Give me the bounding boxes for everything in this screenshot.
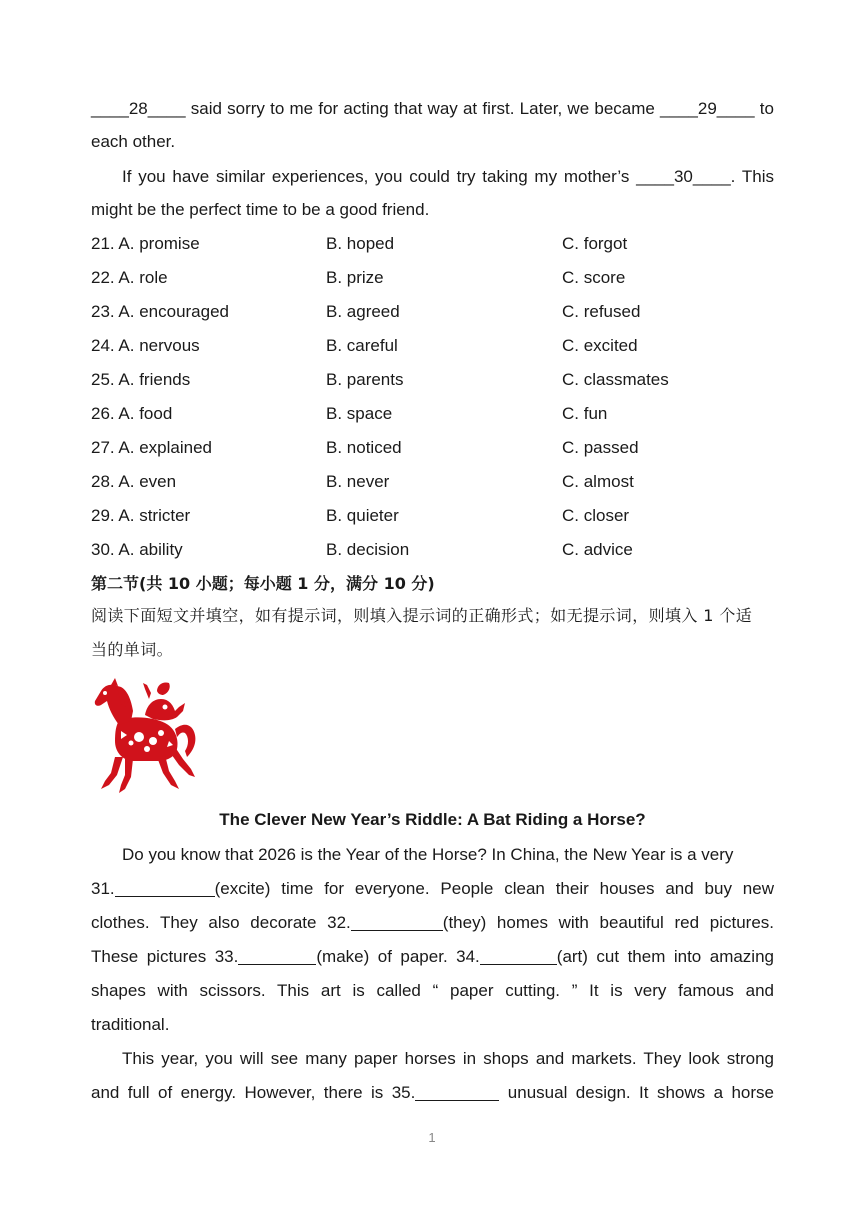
story-body [91,838,774,1110]
story-line [91,906,774,940]
option-a: 29. A. stricter [91,506,191,525]
page-number: 1 [428,1130,436,1145]
option-a: 26. A. food [91,404,173,423]
story-text: unusual design. It shows a horse [499,1083,775,1102]
option-row [91,431,774,465]
option-b: B. agreed [326,302,400,321]
story-line: shapes with scissors. This art is called “ paper cutting. ” It is very famous and [91,981,774,1000]
option-a: 28. A. even [91,472,177,491]
story-text: (art) cut them into amazing [556,947,774,966]
passage-line: ____28____ said sorry to me for acting that way at first. Later, we became ____29____ to [91,99,774,118]
option-b: B. prize [326,268,384,287]
option-c: C. fun [562,404,608,423]
option-c: C. refused [562,302,641,321]
option-c: C. advice [562,540,633,559]
answer-blank-32[interactable] [351,913,443,931]
option-b: B. never [326,472,390,491]
option-b: B. space [326,404,393,423]
option-row [91,261,774,295]
option-row [91,499,774,533]
story-title: The Clever New Year’s Riddle: A Bat Riding a Horse? [219,810,646,829]
story-line: Do you know that 2026 is the Year of the Horse? In China, the New Year is a very [122,845,734,864]
options-list [91,227,774,567]
story-text: (excite) time for everyone. People clean their houses and buy new [214,879,774,898]
story-line [91,1076,774,1110]
option-c: C. closer [562,506,630,525]
option-row [91,295,774,329]
passage-line: If you have similar experiences, you could try taking my mother’s ____30____. This [122,167,774,186]
option-row [91,397,774,431]
option-a: 21. A. promise [91,234,200,253]
option-row [91,533,774,567]
option-c: C. classmates [562,370,669,389]
story-text: (make) of paper. 34. [316,947,480,966]
option-row [91,465,774,499]
option-c: C. excited [562,336,638,355]
story-line [91,872,774,906]
answer-blank-35[interactable] [415,1083,499,1101]
section-heading: 第二节(共 10 小题；每小题 1 分，满分 10 分) [91,574,435,593]
option-a: 27. A. explained [91,438,212,457]
answer-blank-33[interactable] [238,947,316,965]
passage-line: might be the perfect time to be a good friend. [91,200,430,219]
passage-line: each other. [91,132,176,151]
option-c: C. score [562,268,626,287]
option-c: C. passed [562,438,639,457]
option-b: B. parents [326,370,404,389]
section-instruction: 当的单词。 [91,640,174,659]
option-row [91,329,774,363]
story-text: (they) homes with beautiful red pictures. [442,913,774,932]
option-a: 24. A. nervous [91,336,200,355]
option-a: 23. A. encouraged [91,302,230,321]
answer-blank-34[interactable] [480,947,557,965]
option-b: B. noticed [326,438,402,457]
story-text: clothes. They also decorate 32. [91,913,351,932]
option-b: B. careful [326,336,398,355]
story-text: and full of energy. However, there is 35. [91,1083,416,1102]
option-row [91,227,774,261]
section-instruction: 阅读下面短文并填空，如有提示词，则填入提示词的正确形式；如无提示词，则填入 1 个适 [91,606,753,625]
option-a: 22. A. role [91,268,168,287]
option-c: C. almost [562,472,634,491]
option-b: B. quieter [326,506,399,525]
paper-cut-horse-icon [91,677,201,795]
passage-and-options [91,92,774,667]
story-text: These pictures 33. [91,947,239,966]
blank-number: 31. [91,879,115,898]
option-row [91,363,774,397]
option-a: 25. A. friends [91,370,191,389]
story-line: traditional. [91,1015,170,1034]
option-a: 30. A. ability [91,540,183,559]
option-b: B. decision [326,540,410,559]
option-b: B. hoped [326,234,395,253]
option-c: C. forgot [562,234,628,253]
answer-blank-31[interactable] [115,879,215,897]
story-line [91,940,774,974]
story-line: This year, you will see many paper horses in shops and markets. They look strong [122,1049,774,1068]
